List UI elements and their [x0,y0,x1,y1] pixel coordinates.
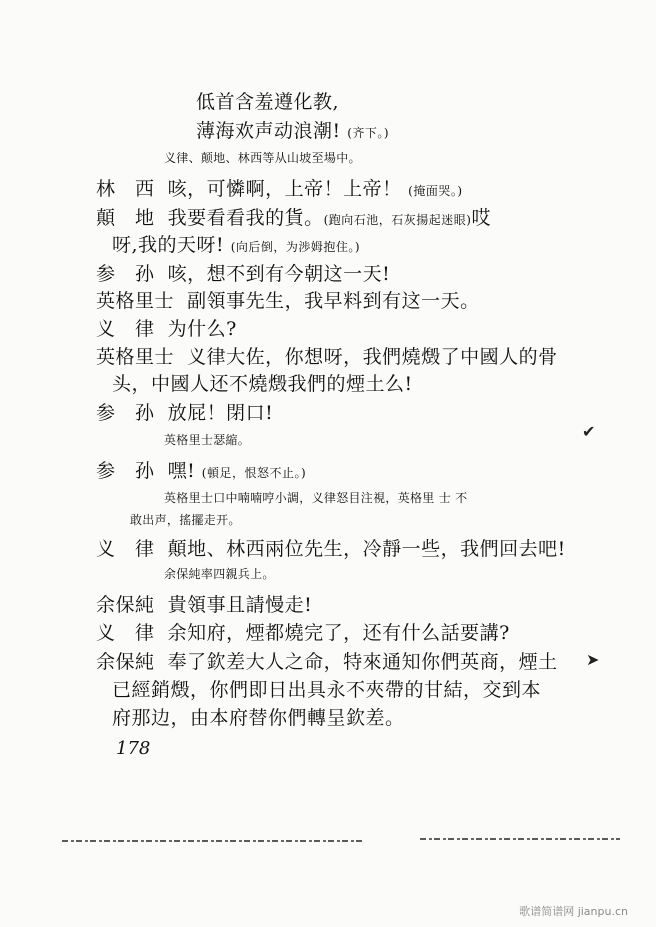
dialogue-text: 貴領事且請慢走! [167,594,313,616]
stage-direction-2: 英格里士瑟縮。 [164,433,251,447]
verse-line-2 [196,120,389,144]
speaker-name: 义 律 [96,622,155,644]
dialogue-text: 义律大佐，你想呀，我們燒燬了中國人的骨 [187,346,558,368]
dialogue-yu-2-cont-1: 已經銷燬，你們即日出具永不夾帶的甘結，交到本 [112,679,542,701]
dialogue-shen-sun-3 [96,460,306,484]
speaker-name: 参 孙 [96,263,155,285]
speaker-name: 参 孙 [96,460,155,482]
dialogue-text: 顛地、林西兩位先生，冷靜一些，我們回去吧! [167,538,566,560]
speaker-name: 英格里士 [96,346,175,368]
dialogue-shen-sun-1 [96,263,390,285]
dialogue-elliot-3 [96,622,510,644]
dialogue-text: 咳，可憐啊，上帝！上帝！ [167,178,402,200]
stage-note: (向后倒，为渉姆抱住。) [230,240,361,254]
stage-note: (頓足，恨怒不止。) [201,466,307,480]
dialogue-inglis-1 [96,290,480,312]
dialogue-text: 副領事先生，我早料到有这一天。 [187,290,480,312]
stage-note: (跑向石池，石灰揚起迷眼) [323,213,472,227]
dialogue-lin-xi [96,178,463,202]
dialogue-dent-cont [112,234,360,258]
dialogue-text: 呀,我的天呀! [112,234,225,256]
page-number: 178 [116,738,151,759]
margin-mark-1: ✔ [582,422,596,441]
verse-stage-note: (齐下。) [347,126,390,140]
speaker-name: 义 律 [96,318,155,340]
dialogue-shen-sun-2 [96,402,273,424]
stage-note: (掩面哭。) [408,184,463,198]
scan-edge-rule [420,838,620,840]
dialogue-text: 奉了欽差大人之命，特來通知你們英商，煙土 [167,651,558,673]
dialogue-text: 咳，想不到有今朝这一天! [167,263,391,285]
dialogue-text-cont: 哎 [471,207,492,229]
dialogue-dent [96,207,491,231]
dialogue-yu-2-cont-2: 府那边，由本府替你們轉呈欽差。 [112,707,405,729]
dialogue-yu-2 [96,651,558,673]
speaker-name: 英格里士 [96,290,175,312]
dialogue-text: 为什么? [167,318,237,340]
speaker-name: 林 西 [96,178,155,200]
speaker-name: 参 孙 [96,402,155,424]
dialogue-text: 我要看看我的貨。 [167,207,324,229]
dialogue-text: 余知府，煙都燒完了，还有什么話要講? [167,622,510,644]
watermark: 歌谱简谱网 jianpu.cn [519,905,628,918]
verse-line-1: 低首含羞遵化教, [196,91,340,113]
speaker-name: 顛 地 [96,207,155,229]
speaker-name: 义 律 [96,538,155,560]
dialogue-elliot-1 [96,318,237,340]
dialogue-yu-1 [96,594,312,616]
verse-line-2-text: 薄海欢声动浪潮! [196,120,341,142]
speaker-name: 余保純 [96,594,155,616]
margin-mark-2: ➤ [586,650,600,669]
dialogue-elliot-2 [96,538,566,560]
stage-direction-1: 义律、颠地、林西等从山坡至場中。 [164,151,361,165]
dialogue-text: 嘿! [167,460,196,482]
scan-edge-rule [62,840,362,842]
stage-direction-3b: 敢出声，搖擺走开。 [130,513,241,527]
stage-direction-4: 余保純率四親兵上。 [164,567,275,581]
stage-direction-3a: 英格里士口中喃喃哼小調，义律怒目注視，英格里 士 不 [164,491,468,505]
speaker-name: 余保純 [96,651,155,673]
dialogue-text: 放屁！閉口! [167,402,274,424]
dialogue-inglis-2-cont: 头，中國人还不燒燬我們的煙土么! [112,373,413,395]
dialogue-inglis-2 [96,346,558,368]
